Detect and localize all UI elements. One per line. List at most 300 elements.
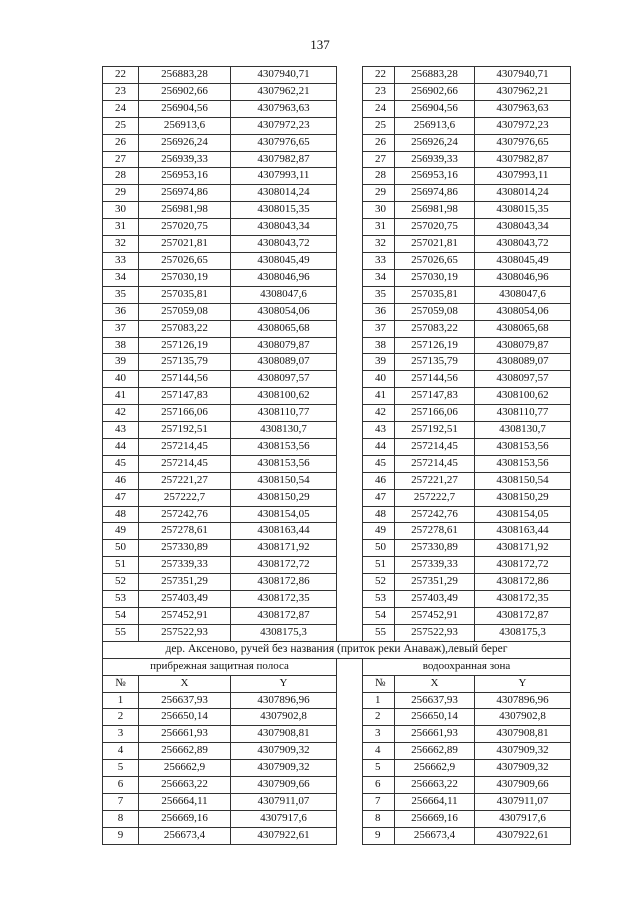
point-number-left: 30 xyxy=(103,202,139,219)
column-gap xyxy=(337,777,363,794)
table-row xyxy=(103,438,571,455)
x-right: 257166,06 xyxy=(395,405,475,422)
x-right: 257522,93 xyxy=(395,624,475,641)
y-left: 4308171,92 xyxy=(231,540,337,557)
table-row xyxy=(103,168,571,185)
point-number-right: 30 xyxy=(363,202,395,219)
point-number-right: 2 xyxy=(363,709,395,726)
left-zone-title: прибрежная защитная полоса xyxy=(103,658,337,675)
column-gap xyxy=(337,67,363,84)
y-left: 4307902,8 xyxy=(231,709,337,726)
x-left: 257147,83 xyxy=(139,388,231,405)
y-left: 4308153,56 xyxy=(231,455,337,472)
point-number-left: 7 xyxy=(103,793,139,810)
table-row xyxy=(103,388,571,405)
x-right: 257452,91 xyxy=(395,608,475,625)
y-right: 4308150,29 xyxy=(475,489,571,506)
y-left: 4307972,23 xyxy=(231,117,337,134)
y-left: 4308172,87 xyxy=(231,608,337,625)
point-number-left: 27 xyxy=(103,151,139,168)
bottom-rows xyxy=(103,692,571,844)
y-left: 4307993,11 xyxy=(231,168,337,185)
column-gap xyxy=(337,269,363,286)
column-gap xyxy=(337,219,363,236)
x-right: 257147,83 xyxy=(395,388,475,405)
column-gap xyxy=(337,388,363,405)
column-gap xyxy=(337,202,363,219)
y-right: 4308043,34 xyxy=(475,219,571,236)
point-number-left: 36 xyxy=(103,303,139,320)
y-left: 4308089,07 xyxy=(231,354,337,371)
y-left: 4308172,35 xyxy=(231,591,337,608)
point-number-left: 1 xyxy=(103,692,139,709)
y-right: 4308065,68 xyxy=(475,320,571,337)
x-right: 256669,16 xyxy=(395,810,475,827)
x-left: 256902,66 xyxy=(139,83,231,100)
table-row xyxy=(103,540,571,557)
column-gap xyxy=(337,827,363,844)
point-number-left: 2 xyxy=(103,709,139,726)
y-left: 4308045,49 xyxy=(231,252,337,269)
x-right: 257339,33 xyxy=(395,557,475,574)
x-left: 256637,93 xyxy=(139,692,231,709)
x-left: 256650,14 xyxy=(139,709,231,726)
x-left: 257035,81 xyxy=(139,286,231,303)
point-number-right: 31 xyxy=(363,219,395,236)
y-right: 4308150,54 xyxy=(475,472,571,489)
x-left: 257135,79 xyxy=(139,354,231,371)
point-number-left: 52 xyxy=(103,574,139,591)
x-left: 256663,22 xyxy=(139,777,231,794)
x-right: 256926,24 xyxy=(395,134,475,151)
table-row xyxy=(103,472,571,489)
x-right: 257059,08 xyxy=(395,303,475,320)
y-left: 4307911,07 xyxy=(231,793,337,810)
point-number-right: 25 xyxy=(363,117,395,134)
y-left: 4307940,71 xyxy=(231,67,337,84)
table-row xyxy=(103,236,571,253)
point-number-right: 38 xyxy=(363,337,395,354)
point-number-left: 44 xyxy=(103,438,139,455)
point-number-right: 32 xyxy=(363,236,395,253)
table-row xyxy=(103,827,571,844)
column-gap xyxy=(337,100,363,117)
y-left: 4308163,44 xyxy=(231,523,337,540)
point-number-right: 33 xyxy=(363,252,395,269)
y-right: 4307896,96 xyxy=(475,692,571,709)
x-right: 256939,33 xyxy=(395,151,475,168)
point-number-right: 40 xyxy=(363,371,395,388)
column-gap xyxy=(337,506,363,523)
table-row xyxy=(103,692,571,709)
x-right: 257278,61 xyxy=(395,523,475,540)
x-left: 257192,51 xyxy=(139,422,231,439)
x-right: 257135,79 xyxy=(395,354,475,371)
point-number-left: 34 xyxy=(103,269,139,286)
y-right: 4307976,65 xyxy=(475,134,571,151)
coordinates-table xyxy=(102,66,571,845)
x-right: 256637,93 xyxy=(395,692,475,709)
column-gap xyxy=(337,117,363,134)
x-left: 257214,45 xyxy=(139,455,231,472)
y-right: 4308172,87 xyxy=(475,608,571,625)
point-number-left: 29 xyxy=(103,185,139,202)
column-gap xyxy=(337,793,363,810)
x-right: 257351,29 xyxy=(395,574,475,591)
x-right: 256663,22 xyxy=(395,777,475,794)
y-left: 4308097,57 xyxy=(231,371,337,388)
point-number-right: 22 xyxy=(363,67,395,84)
x-right: 257330,89 xyxy=(395,540,475,557)
column-gap xyxy=(337,405,363,422)
column-gap xyxy=(337,354,363,371)
x-left: 257403,49 xyxy=(139,591,231,608)
y-right: 4308015,35 xyxy=(475,202,571,219)
point-number-left: 5 xyxy=(103,760,139,777)
y-right: 4307940,71 xyxy=(475,67,571,84)
point-number-left: 26 xyxy=(103,134,139,151)
x-right: 257192,51 xyxy=(395,422,475,439)
point-number-right: 4 xyxy=(363,743,395,760)
table-row xyxy=(103,202,571,219)
y-left: 4308154,05 xyxy=(231,506,337,523)
y-right: 4308153,56 xyxy=(475,455,571,472)
x-right: 257021,81 xyxy=(395,236,475,253)
y-right: 4307972,23 xyxy=(475,117,571,134)
y-left: 4307909,32 xyxy=(231,760,337,777)
point-number-left: 8 xyxy=(103,810,139,827)
point-number-left: 47 xyxy=(103,489,139,506)
y-right: 4307902,8 xyxy=(475,709,571,726)
table-row xyxy=(103,405,571,422)
x-right: 257403,49 xyxy=(395,591,475,608)
y-right: 4308163,44 xyxy=(475,523,571,540)
y-right: 4308172,35 xyxy=(475,591,571,608)
point-number-left: 54 xyxy=(103,608,139,625)
y-right: 4307911,07 xyxy=(475,793,571,810)
table-row xyxy=(103,134,571,151)
column-gap xyxy=(337,675,363,692)
y-left: 4307917,6 xyxy=(231,810,337,827)
point-number-left: 33 xyxy=(103,252,139,269)
point-number-right: 35 xyxy=(363,286,395,303)
y-left: 4307908,81 xyxy=(231,726,337,743)
point-number-left: 50 xyxy=(103,540,139,557)
point-number-left: 32 xyxy=(103,236,139,253)
y-left: 4308054,06 xyxy=(231,303,337,320)
y-right: 4308089,07 xyxy=(475,354,571,371)
table-row xyxy=(103,320,571,337)
x-left: 256953,16 xyxy=(139,168,231,185)
x-left: 257522,93 xyxy=(139,624,231,641)
y-right: 4308100,62 xyxy=(475,388,571,405)
x-left: 256662,89 xyxy=(139,743,231,760)
point-number-right: 23 xyxy=(363,83,395,100)
y-left: 4307922,61 xyxy=(231,827,337,844)
x-right: 257222,7 xyxy=(395,489,475,506)
y-right: 4308130,7 xyxy=(475,422,571,439)
x-left: 257126,19 xyxy=(139,337,231,354)
point-number-right: 42 xyxy=(363,405,395,422)
y-right: 4308154,05 xyxy=(475,506,571,523)
x-right: 256904,56 xyxy=(395,100,475,117)
point-number-right: 49 xyxy=(363,523,395,540)
table-row xyxy=(103,67,571,84)
point-number-right: 45 xyxy=(363,455,395,472)
point-number-left: 41 xyxy=(103,388,139,405)
table-row xyxy=(103,219,571,236)
x-right: 257221,27 xyxy=(395,472,475,489)
x-left: 257026,65 xyxy=(139,252,231,269)
y-right: 4308047,6 xyxy=(475,286,571,303)
x-left: 257339,33 xyxy=(139,557,231,574)
y-right: 4308054,06 xyxy=(475,303,571,320)
point-number-left: 45 xyxy=(103,455,139,472)
y-right: 4308172,72 xyxy=(475,557,571,574)
y-left: 4308153,56 xyxy=(231,438,337,455)
header-number-right: № xyxy=(363,675,395,692)
table-row xyxy=(103,117,571,134)
y-left: 4308043,72 xyxy=(231,236,337,253)
table-row xyxy=(103,726,571,743)
x-right: 257030,19 xyxy=(395,269,475,286)
point-number-right: 34 xyxy=(363,269,395,286)
table-row xyxy=(103,574,571,591)
x-right: 256662,9 xyxy=(395,760,475,777)
x-left: 257166,06 xyxy=(139,405,231,422)
x-right: 256953,16 xyxy=(395,168,475,185)
x-left: 256981,98 xyxy=(139,202,231,219)
point-number-right: 5 xyxy=(363,760,395,777)
point-number-right: 48 xyxy=(363,506,395,523)
table-row xyxy=(103,793,571,810)
x-right: 257035,81 xyxy=(395,286,475,303)
x-left: 257222,7 xyxy=(139,489,231,506)
column-gap xyxy=(337,709,363,726)
point-number-right: 9 xyxy=(363,827,395,844)
x-right: 256662,89 xyxy=(395,743,475,760)
column-gap xyxy=(337,692,363,709)
point-number-right: 54 xyxy=(363,608,395,625)
y-right: 4308014,24 xyxy=(475,185,571,202)
table-row xyxy=(103,422,571,439)
point-number-left: 40 xyxy=(103,371,139,388)
table-row xyxy=(103,371,571,388)
column-gap xyxy=(337,489,363,506)
point-number-right: 53 xyxy=(363,591,395,608)
column-gap xyxy=(337,151,363,168)
x-left: 256974,86 xyxy=(139,185,231,202)
y-right: 4307922,61 xyxy=(475,827,571,844)
x-left: 257144,56 xyxy=(139,371,231,388)
y-right: 4307962,21 xyxy=(475,83,571,100)
page-number: 137 xyxy=(310,37,330,52)
y-left: 4307909,66 xyxy=(231,777,337,794)
y-left: 4308172,86 xyxy=(231,574,337,591)
y-right: 4307993,11 xyxy=(475,168,571,185)
table-row xyxy=(103,151,571,168)
x-left: 256662,9 xyxy=(139,760,231,777)
header-x-right: X xyxy=(395,675,475,692)
point-number-right: 51 xyxy=(363,557,395,574)
x-left: 257059,08 xyxy=(139,303,231,320)
point-number-right: 29 xyxy=(363,185,395,202)
point-number-right: 39 xyxy=(363,354,395,371)
table-row xyxy=(103,624,571,641)
column-gap xyxy=(337,438,363,455)
column-gap xyxy=(337,422,363,439)
table-row xyxy=(103,489,571,506)
x-left: 256673,4 xyxy=(139,827,231,844)
y-left: 4308110,77 xyxy=(231,405,337,422)
point-number-left: 28 xyxy=(103,168,139,185)
y-left: 4307962,21 xyxy=(231,83,337,100)
y-left: 4308100,62 xyxy=(231,388,337,405)
point-number-left: 42 xyxy=(103,405,139,422)
y-right: 4308175,3 xyxy=(475,624,571,641)
column-gap xyxy=(337,320,363,337)
y-right: 4308046,96 xyxy=(475,269,571,286)
point-number-right: 8 xyxy=(363,810,395,827)
y-right: 4308172,86 xyxy=(475,574,571,591)
point-number-right: 26 xyxy=(363,134,395,151)
x-right: 257026,65 xyxy=(395,252,475,269)
point-number-left: 9 xyxy=(103,827,139,844)
y-left: 4308014,24 xyxy=(231,185,337,202)
point-number-left: 39 xyxy=(103,354,139,371)
x-right: 256902,66 xyxy=(395,83,475,100)
x-right: 256673,4 xyxy=(395,827,475,844)
top-rows xyxy=(103,67,571,642)
table-row xyxy=(103,506,571,523)
x-left: 257020,75 xyxy=(139,219,231,236)
y-left: 4308043,34 xyxy=(231,219,337,236)
x-right: 256981,98 xyxy=(395,202,475,219)
y-left: 4307982,87 xyxy=(231,151,337,168)
table-row xyxy=(103,557,571,574)
y-right: 4307917,6 xyxy=(475,810,571,827)
x-right: 256913,6 xyxy=(395,117,475,134)
x-left: 256939,33 xyxy=(139,151,231,168)
header-x-left: X xyxy=(139,675,231,692)
column-gap xyxy=(337,185,363,202)
point-number-right: 27 xyxy=(363,151,395,168)
table-row xyxy=(103,303,571,320)
x-left: 257351,29 xyxy=(139,574,231,591)
y-right: 4307909,66 xyxy=(475,777,571,794)
y-left: 4307963,63 xyxy=(231,100,337,117)
point-number-right: 36 xyxy=(363,303,395,320)
point-number-right: 50 xyxy=(363,540,395,557)
y-left: 4308065,68 xyxy=(231,320,337,337)
y-left: 4307976,65 xyxy=(231,134,337,151)
column-gap xyxy=(337,591,363,608)
point-number-left: 31 xyxy=(103,219,139,236)
table-row xyxy=(103,455,571,472)
table-row xyxy=(103,337,571,354)
column-gap xyxy=(337,523,363,540)
column-gap xyxy=(337,624,363,641)
column-gap xyxy=(337,337,363,354)
x-left: 256664,11 xyxy=(139,793,231,810)
table-row xyxy=(103,83,571,100)
x-left: 256913,6 xyxy=(139,117,231,134)
x-right: 257242,76 xyxy=(395,506,475,523)
point-number-right: 28 xyxy=(363,168,395,185)
y-left: 4308175,3 xyxy=(231,624,337,641)
x-left: 257083,22 xyxy=(139,320,231,337)
table-row xyxy=(103,709,571,726)
y-left: 4307909,32 xyxy=(231,743,337,760)
x-right: 256650,14 xyxy=(395,709,475,726)
column-gap xyxy=(337,455,363,472)
table-row xyxy=(103,760,571,777)
table-row xyxy=(103,810,571,827)
point-number-left: 22 xyxy=(103,67,139,84)
point-number-left: 43 xyxy=(103,422,139,439)
column-gap xyxy=(337,658,363,675)
table-row xyxy=(103,743,571,760)
y-left: 4308047,6 xyxy=(231,286,337,303)
point-number-left: 25 xyxy=(103,117,139,134)
point-number-left: 35 xyxy=(103,286,139,303)
point-number-left: 3 xyxy=(103,726,139,743)
column-gap xyxy=(337,286,363,303)
x-right: 256974,86 xyxy=(395,185,475,202)
x-left: 257221,27 xyxy=(139,472,231,489)
point-number-left: 38 xyxy=(103,337,139,354)
x-left: 257021,81 xyxy=(139,236,231,253)
x-left: 256883,28 xyxy=(139,67,231,84)
point-number-left: 37 xyxy=(103,320,139,337)
y-left: 4308150,54 xyxy=(231,472,337,489)
right-zone-title: водоохранная зона xyxy=(363,658,571,675)
point-number-left: 53 xyxy=(103,591,139,608)
column-gap xyxy=(337,574,363,591)
x-left: 257030,19 xyxy=(139,269,231,286)
y-right: 4308043,72 xyxy=(475,236,571,253)
section-title: дер. Аксеново, ручей без названия (приток реки Анаваж),левый берег xyxy=(103,641,571,658)
table-row xyxy=(103,523,571,540)
column-gap xyxy=(337,726,363,743)
x-right: 257020,75 xyxy=(395,219,475,236)
y-right: 4308097,57 xyxy=(475,371,571,388)
table-row xyxy=(103,269,571,286)
y-right: 4307963,63 xyxy=(475,100,571,117)
column-gap xyxy=(337,168,363,185)
y-left: 4308150,29 xyxy=(231,489,337,506)
table-row xyxy=(103,608,571,625)
column-gap xyxy=(337,540,363,557)
point-number-right: 44 xyxy=(363,438,395,455)
point-number-right: 37 xyxy=(363,320,395,337)
point-number-left: 48 xyxy=(103,506,139,523)
table-row xyxy=(103,354,571,371)
point-number-right: 41 xyxy=(363,388,395,405)
column-gap xyxy=(337,743,363,760)
point-number-left: 6 xyxy=(103,777,139,794)
header-number-left: № xyxy=(103,675,139,692)
column-gap xyxy=(337,371,363,388)
x-right: 257144,56 xyxy=(395,371,475,388)
y-right: 4308171,92 xyxy=(475,540,571,557)
table-row xyxy=(103,100,571,117)
y-right: 4307909,32 xyxy=(475,743,571,760)
y-left: 4308015,35 xyxy=(231,202,337,219)
x-left: 256904,56 xyxy=(139,100,231,117)
point-number-left: 24 xyxy=(103,100,139,117)
point-number-left: 23 xyxy=(103,83,139,100)
